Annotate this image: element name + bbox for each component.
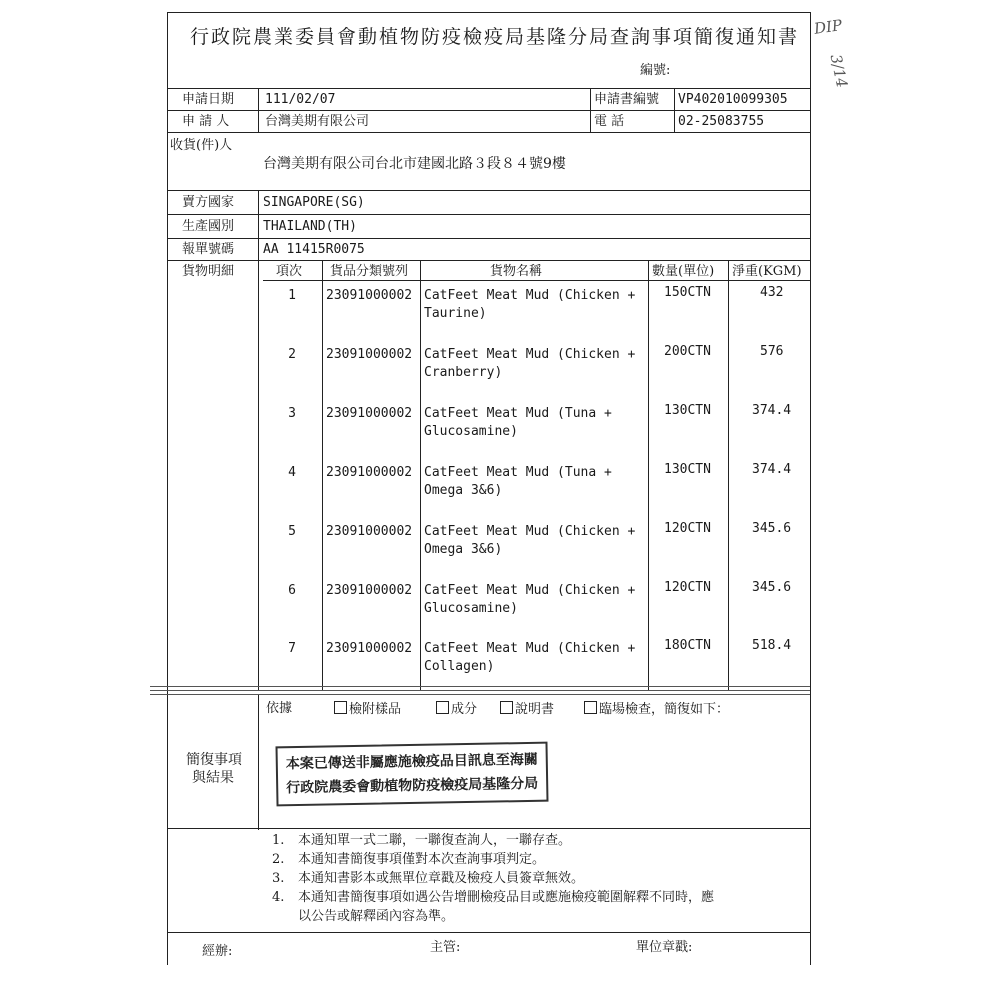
note-item: 以公告或解釋函內容為準。	[298, 909, 455, 924]
app-no-value: VP402010099305	[678, 92, 788, 107]
note-item: 3. 本通知書影本或無單位章戳及檢疫人員簽章無效。	[272, 871, 585, 886]
row-qty: 120CTN	[664, 580, 711, 595]
checkbox-label: 檢附樣品	[349, 702, 402, 717]
number-label: 編號:	[640, 63, 671, 78]
checkbox-label: 說明書	[515, 702, 555, 717]
consignee-label: 收貨(件)人	[170, 138, 233, 153]
row-qty: 130CTN	[664, 462, 711, 477]
row-weight: 374.4	[752, 403, 792, 418]
row-name: CatFeet Meat Mud (Chicken + Collagen)	[424, 641, 636, 674]
row-name: CatFeet Meat Mud (Tuna + Omega 3&6)	[424, 465, 612, 498]
result-label-line1: 簡復事項	[186, 752, 242, 768]
applicant-value: 台灣美期有限公司	[265, 114, 370, 129]
checkbox-label: 臨場檢查，簡復如下：	[599, 702, 730, 717]
stamp-line1: 本案已傳送非屬應施檢疫品目訊息至海關	[285, 751, 538, 773]
row-name: CatFeet Meat Mud (Tuna + Glucosamine)	[424, 406, 612, 439]
handwritten-date: 3/14	[826, 52, 852, 90]
phone-label: 電 話	[594, 114, 625, 129]
stamp-line2: 行政院農委會動植物防疫檢疫局基隆分局	[286, 775, 539, 797]
date-value: 111/02/07	[265, 92, 336, 107]
row-no: 2	[288, 347, 296, 362]
row-name: CatFeet Meat Mud (Chicken + Omega 3&6)	[424, 524, 636, 557]
row-weight: 345.6	[752, 580, 792, 595]
row-weight: 374.4	[752, 462, 792, 477]
col-header-no: 項次	[276, 264, 303, 279]
row-qty: 200CTN	[664, 344, 711, 359]
phone-value: 02-25083755	[678, 114, 765, 129]
row-no: 6	[288, 583, 296, 598]
checkbox-manual[interactable]	[500, 701, 554, 718]
handwritten-mark: DIP	[812, 16, 844, 38]
row-code: 23091000002	[326, 524, 413, 539]
seller-value: SINGAPORE(SG)	[263, 195, 365, 210]
goods-label: 貨物明細	[182, 264, 235, 279]
unit-seal-label: 單位章戳:	[636, 940, 693, 955]
note-item: 4. 本通知書簡復事項如遇公告增刪檢疫品目或應施檢疫範圍解釋不同時，應	[272, 890, 715, 905]
checkbox-box[interactable]	[334, 701, 347, 714]
consignee-value: 台灣美期有限公司台北市建國北路３段８４號9樓	[263, 156, 566, 172]
row-code: 23091000002	[326, 641, 413, 656]
checkbox-inspection[interactable]	[584, 701, 729, 718]
checkbox-label: 成分	[451, 702, 478, 717]
row-no: 1	[288, 288, 296, 303]
seller-label: 賣方國家	[182, 195, 235, 210]
row-name: CatFeet Meat Mud (Chicken + Cranberry)	[424, 347, 636, 380]
declaration-label: 報單號碼	[182, 242, 235, 257]
checkbox-box[interactable]	[500, 701, 513, 714]
document-title: 行政院農業委員會動植物防疫檢疫局基隆分局查詢事項簡復通知書	[190, 26, 800, 48]
row-no: 7	[288, 641, 296, 656]
app-no-label: 申請書編號	[594, 92, 660, 107]
row-code: 23091000002	[326, 406, 413, 421]
row-qty: 150CTN	[664, 285, 711, 300]
basis-label: 依據	[266, 701, 293, 716]
row-name: CatFeet Meat Mud (Chicken + Taurine)	[424, 288, 636, 321]
checkbox-box[interactable]	[436, 701, 449, 714]
row-weight: 518.4	[752, 638, 792, 653]
row-weight: 576	[760, 344, 784, 359]
handler-label: 經辦:	[202, 944, 233, 959]
origin-value: THAILAND(TH)	[263, 219, 357, 234]
checkbox-box[interactable]	[584, 701, 597, 714]
row-weight: 432	[760, 285, 784, 300]
checkbox-sample[interactable]	[334, 701, 401, 718]
supervisor-label: 主管:	[430, 940, 461, 955]
row-weight: 345.6	[752, 521, 792, 536]
applicant-label: 申 請 人	[182, 114, 230, 129]
date-label: 申請日期	[182, 92, 235, 107]
origin-label: 生產國別	[182, 219, 235, 234]
col-header-code: 貨品分類號列	[330, 264, 409, 279]
col-header-name: 貨物名稱	[490, 264, 543, 279]
row-no: 4	[288, 465, 296, 480]
declaration-value: AA 11415R0075	[263, 242, 365, 257]
row-code: 23091000002	[326, 465, 413, 480]
result-stamp	[275, 742, 548, 807]
row-code: 23091000002	[326, 288, 413, 303]
result-label-line2: 與結果	[192, 770, 234, 786]
col-header-qty: 數量(單位)	[652, 264, 715, 279]
row-qty: 120CTN	[664, 521, 711, 536]
note-item: 2. 本通知書簡復事項僅對本次查詢事項判定。	[272, 852, 546, 867]
row-no: 5	[288, 524, 296, 539]
note-item: 1. 本通知單一式二聯，一聯復查詢人，一聯存查。	[272, 833, 572, 848]
checkbox-ingredients[interactable]	[436, 701, 477, 718]
row-code: 23091000002	[326, 583, 413, 598]
row-no: 3	[288, 406, 296, 421]
row-qty: 180CTN	[664, 638, 711, 653]
row-code: 23091000002	[326, 347, 413, 362]
row-name: CatFeet Meat Mud (Chicken + Glucosamine)	[424, 583, 636, 616]
col-header-weight: 淨重(KGM)	[732, 264, 802, 279]
notes-list	[272, 831, 714, 926]
row-qty: 130CTN	[664, 403, 711, 418]
